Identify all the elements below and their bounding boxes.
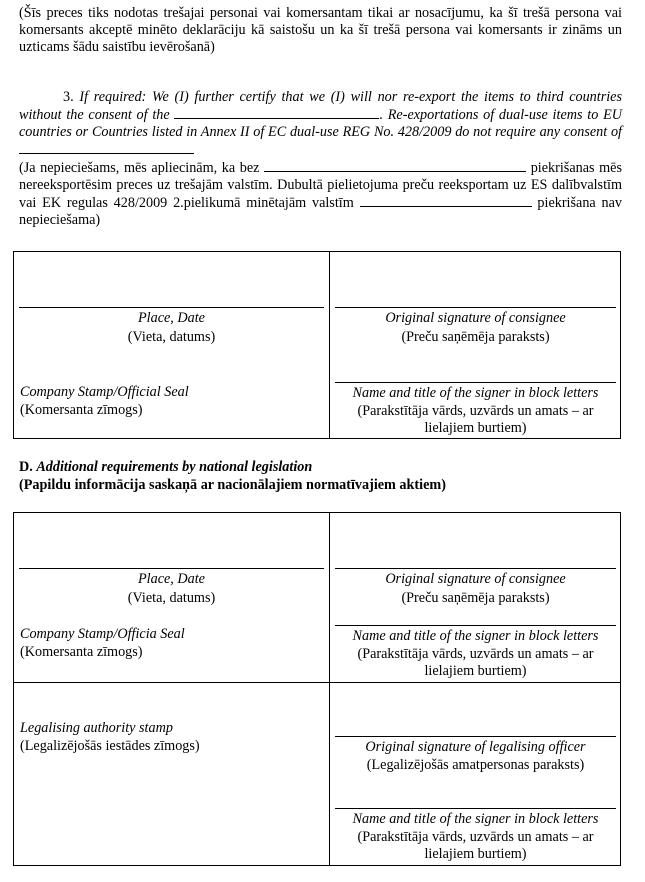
consignee-signature-label-lv-1: (Preču saņēmēja paraksts) <box>401 329 550 345</box>
place-date-label-lv-1: (Vieta, datums) <box>127 329 216 345</box>
consignee-signature-line-2[interactable] <box>335 568 616 569</box>
company-stamp-label-en-1: Company Stamp/Official Seal <box>20 384 189 400</box>
consent-authority-blank-2[interactable] <box>19 141 194 154</box>
clause-3-lv-part1: (Ja nepieciešams, mēs apliecinām, ka bez <box>19 160 260 176</box>
place-date-line-2[interactable] <box>19 568 324 569</box>
clause-3-paragraph <box>19 89 622 229</box>
consent-authority-blank-3[interactable] <box>264 159 526 172</box>
clause-3-en-part2: . Re-exportations of dual-use items to EU countries or Countries listed in Annex II of EC dual-use REG No. 428/2009 do not require any consent of <box>19 107 622 140</box>
consignee-signature-label-en-2: Original signature of consignee <box>385 571 566 587</box>
clause-3-lv-part2: piekrišanas mēs nereeksportēsim preces uz trešajām valstīm. Dubultā pielietojuma preču reeksportam uz ES dalībvalstīm vai EK regulas 428/2009 2.pielikumā minētajām valstīm <box>19 160 622 211</box>
place-date-line-1[interactable] <box>19 307 324 308</box>
consignee-signature-label-en-1: Original signature of consignee <box>385 310 566 326</box>
signer-name-line-2[interactable] <box>335 625 616 626</box>
section-d-letter: D. <box>19 459 33 475</box>
place-date-label-en-2: Place, Date <box>138 571 205 587</box>
legalising-stamp-label-lv: (Legalizējošās iestādes zīmogs) <box>20 738 200 754</box>
legalising-signer-name-label-en: Name and title of the signer in block letters <box>352 811 599 827</box>
signer-name-label-en-2: Name and title of the signer in block letters <box>352 628 599 644</box>
consignee-signature-label-lv-2: (Preču saņēmēja paraksts) <box>401 590 550 606</box>
company-stamp-label-lv-2: (Komersanta zīmogs) <box>20 644 143 660</box>
signer-name-label-lv-1: (Parakstītāja vārds, uzvārds un amats – ar lielajiem burtiem) <box>357 403 594 436</box>
legalising-signer-name-line[interactable] <box>335 808 616 809</box>
place-date-label-en-1: Place, Date <box>138 310 205 326</box>
consent-condition-paragraph: (Šīs preces tiks nodotas trešajai personai vai komersantam tikai ar nosacījumu, ka šī trešā persona vai komersants akceptē minēto deklarāciju kā saistošu un ka šī trešā persona vai komersants ir zināms un uzticams šādu saistību ievērošanā) <box>19 5 622 55</box>
consignee-signature-line-1[interactable] <box>335 307 616 308</box>
company-stamp-label-lv-1: (Komersanta zīmogs) <box>20 402 143 418</box>
signature-box-1 <box>13 251 621 439</box>
signer-name-line-1[interactable] <box>335 382 616 383</box>
box-2-row-divider <box>14 682 620 683</box>
company-stamp-label-en-2: Company Stamp/Officia Seal <box>20 626 185 642</box>
signature-box-2 <box>13 512 621 866</box>
section-d-title <box>19 459 622 476</box>
section-d-title-en: Additional requirements by national legislation <box>36 459 313 475</box>
place-date-label-lv-2: (Vieta, datums) <box>127 590 216 606</box>
signer-name-label-lv-2: (Parakstītāja vārds, uzvārds un amats – ar lielajiem burtiem) <box>357 646 594 679</box>
clause-3-number: 3. <box>63 89 74 105</box>
legalising-officer-signature-label-en: Original signature of legalising officer <box>365 739 586 755</box>
clause-3-lv-part3: piekrišana nav nepieciešama) <box>19 195 623 228</box>
consent-authority-blank-4[interactable] <box>360 194 532 207</box>
legalising-signer-name-label-lv: (Parakstītāja vārds, uzvārds un amats – ar lielajiem burtiem) <box>357 829 594 862</box>
legalising-officer-signature-label-lv: (Legalizējošās amatpersonas paraksts) <box>366 757 585 773</box>
legalising-officer-signature-line[interactable] <box>335 736 616 737</box>
clause-3-en-part1: If required: We (I) further certify that we (I) will nor re-export the items to third countries without the consent of the <box>19 89 623 123</box>
signer-name-label-en-1: Name and title of the signer in block letters <box>352 385 599 401</box>
consent-authority-blank-1[interactable] <box>174 106 379 119</box>
legalising-stamp-label-en: Legalising authority stamp <box>20 720 173 736</box>
section-d-title-lv: (Papildu informācija saskaņā ar nacionālajiem normatīvajiem aktiem) <box>19 477 446 493</box>
